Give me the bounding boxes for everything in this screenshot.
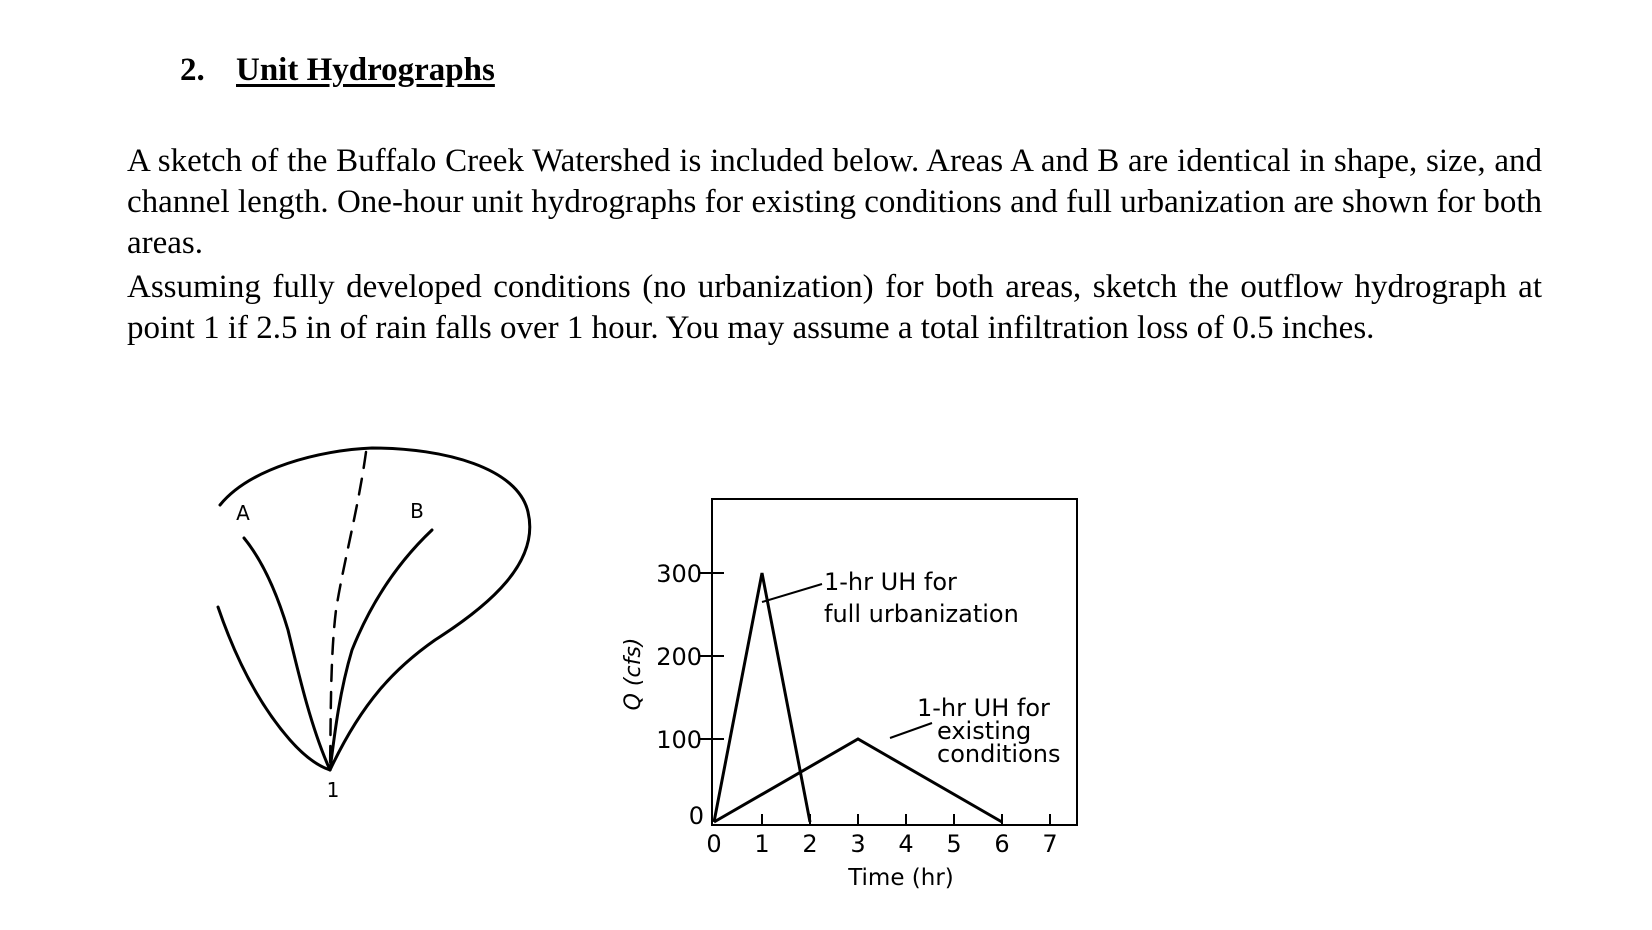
x-tick-label: 2	[802, 830, 818, 858]
x-tick-label: 4	[898, 830, 914, 858]
watershed-sketch	[218, 448, 530, 770]
watershed-boundary-left	[218, 607, 330, 770]
y-tick-label: 0	[688, 802, 704, 830]
annotation-existing-conditions: existing	[937, 717, 1032, 745]
annotation-existing-conditions: conditions	[937, 740, 1061, 768]
watershed-boundary	[220, 448, 530, 770]
label-outlet: 1	[326, 778, 340, 802]
y-axis	[656, 560, 724, 830]
y-tick-label: 100	[656, 726, 702, 754]
problem-paragraph-2: Assuming fully developed conditions (no urbanization) for both areas, sketch the outflow hydrograph at point 1 if 2.5 in of rain falls over 1 hour. You may assume a total infiltration loss of 0.5 inches.	[127, 269, 1542, 346]
annotation-leader	[762, 584, 822, 602]
annotation-full-urbanization: 1-hr UH for	[824, 568, 957, 596]
x-tick-label: 0	[706, 830, 722, 858]
problem-paragraph-1: A sketch of the Buffalo Creek Watershed is included below. Areas A and B are identical in shape, size, and channel length. One-hour unit hydrographs for existing conditions and full urbanization are shown for both areas.	[127, 143, 1542, 261]
x-tick-label: 5	[946, 830, 962, 858]
x-axis-label: Time (hr)	[848, 865, 954, 891]
y-axis-label: Q (cfs)	[621, 637, 646, 711]
hydrograph-chart	[621, 499, 1077, 891]
series-line-full-urbanization	[714, 573, 810, 822]
y-tick-label: 300	[656, 560, 702, 588]
label-area-b: B	[410, 499, 424, 523]
x-tick-label: 3	[850, 830, 866, 858]
annotation-existing-conditions: 1-hr UH for	[917, 694, 1050, 722]
section-number: 2.	[180, 52, 205, 88]
annotation-full-urbanization: full urbanization	[824, 600, 1019, 628]
label-area-a: A	[236, 501, 250, 525]
section-title: Unit Hydrographs	[236, 52, 495, 88]
x-tick-label: 6	[994, 830, 1010, 858]
x-axis	[706, 814, 1057, 858]
x-tick-label: 1	[754, 830, 770, 858]
plot-frame	[712, 499, 1077, 825]
annotations	[762, 568, 1060, 768]
annotation-leader	[890, 723, 932, 738]
y-tick-label: 200	[656, 643, 702, 671]
x-tick-label: 7	[1042, 830, 1058, 858]
